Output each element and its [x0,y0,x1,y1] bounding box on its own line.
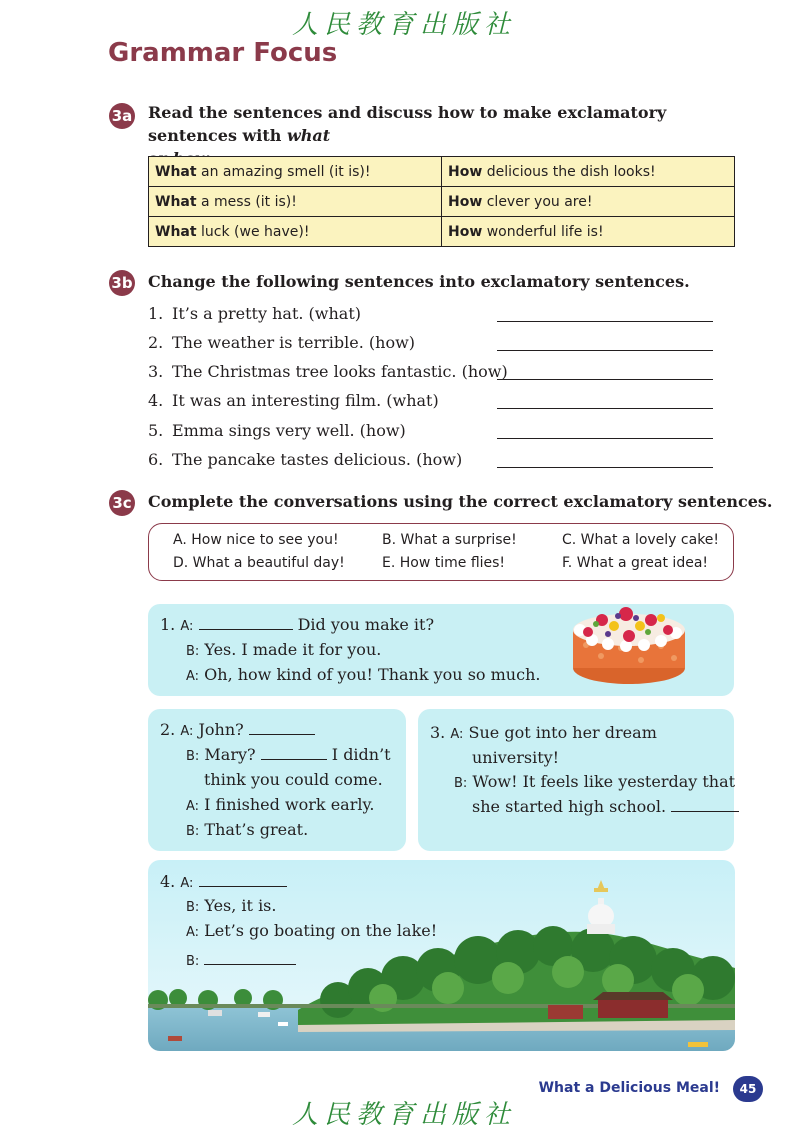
conv4-line1 [160,872,287,891]
conv1-line1 [160,615,434,634]
table-cell [442,157,735,187]
answer-blank[interactable] [199,629,293,630]
answer-line[interactable] [497,467,713,468]
item-number: 5. [148,421,164,440]
dialogue-text: I finished work early. [204,795,375,814]
item-number: 6. [148,450,164,469]
list-item [148,304,361,323]
table-row [149,187,735,217]
item-text: It’s a pretty hat. (what) [172,304,361,323]
speaker-label: A: [180,724,194,739]
cell-text: a mess (it is)! [196,193,297,210]
speaker-label: A: [180,876,194,891]
conv3-line1 [430,723,657,742]
dialogue-text: Yes. I made it for you. [204,640,382,659]
item-number: 2. [148,333,164,352]
cell-text: wonderful life is! [482,223,604,240]
list-item [148,362,508,381]
dialogue-text: Let’s go boating on the lake! [204,921,438,940]
option-f: F. What a great idea! [562,555,709,571]
conv3-line1-cont: university! [472,748,560,767]
item-text: It was an interesting film. (what) [172,391,439,410]
table-cell [149,157,442,187]
conv-number: 2. [160,720,176,739]
exercise-badge-3c: 3c [109,490,135,516]
table-cell [442,187,735,217]
speaker-label: A: [450,727,464,742]
speaker-label: A: [180,619,194,634]
publisher-logo-footer: 人民教育出版社 [292,1100,517,1130]
cell-keyword: What [155,163,197,180]
conv3-line2-cont [472,797,739,816]
speaker-label: B: [186,824,200,839]
list-item [148,450,462,469]
instruction-3a-text: Read the sentences and discuss how to make exclamatory sentences with [148,103,667,145]
list-item [148,421,406,440]
dialogue-text: That’s great. [204,820,309,839]
list-item [148,391,439,410]
cell-text: delicious the dish looks! [482,163,656,180]
conv4-line3 [186,921,437,940]
speaker-label: B: [186,644,200,659]
item-text: Emma sings very well. (how) [172,421,406,440]
option-b: B. What a surprise! [382,532,517,548]
instruction-3c: Complete the conversations using the correct exclamatory sentences. [148,492,773,511]
option-e: E. How time flies! [382,555,506,571]
conv2-line4 [186,820,308,839]
answer-line[interactable] [497,438,713,439]
list-item [148,333,415,352]
conv2-line3 [186,795,374,814]
speaker-label: A: [186,669,200,684]
cell-keyword: What [155,223,197,240]
item-number: 4. [148,391,164,410]
speaker-label: B: [186,900,200,915]
cell-keyword: How [448,193,483,210]
page-number: 45 [733,1076,763,1102]
conv3-line2 [454,772,735,791]
speaker-label: B: [186,954,200,969]
item-text: The Christmas tree looks fantastic. (how) [172,362,508,381]
dialogue-text: John? [198,720,244,739]
item-text: The weather is terrible. (how) [172,333,416,352]
option-d: D. What a beautiful day! [173,555,345,571]
dialogue-text: Wow! It feels like yesterday that [472,772,736,791]
conv1-line2 [186,640,381,659]
answer-line[interactable] [497,350,713,351]
conv1-line3 [186,665,540,684]
instruction-3b: Change the following sentences into exclamatory sentences. [148,272,690,291]
answer-line[interactable] [497,321,713,322]
dialogue-text: Did you make it? [297,615,435,634]
conv2-line2 [186,745,391,764]
options-box [148,523,734,581]
item-number: 3. [148,362,164,381]
speaker-label: A: [186,925,200,940]
conv-number: 4. [160,872,176,891]
cell-keyword: How [448,163,483,180]
item-text: The pancake tastes delicious. (how) [172,450,463,469]
unit-title: What a Delicious Meal! [538,1080,720,1096]
cell-text: clever you are! [482,193,593,210]
speaker-label: B: [454,776,468,791]
cake-image [566,590,692,690]
dialogue-text: she started high school. [472,797,667,816]
speaker-label: B: [186,749,200,764]
cell-keyword: What [155,193,197,210]
table-cell [149,187,442,217]
answer-line[interactable] [497,408,713,409]
dialogue-text: Sue got into her dream [468,723,657,742]
table-cell [442,217,735,247]
conv4-line4 [186,950,296,969]
answer-blank[interactable] [199,886,287,887]
dialogue-text: Mary? [204,745,256,764]
dialogue-text: Yes, it is. [204,896,277,915]
answer-blank[interactable] [249,734,315,735]
answer-blank[interactable] [261,759,327,760]
item-number: 1. [148,304,164,323]
answer-blank[interactable] [671,811,739,812]
answer-blank[interactable] [204,964,296,965]
conv4-line2 [186,896,276,915]
cell-text: an amazing smell (it is)! [196,163,371,180]
conv2-line1 [160,720,315,739]
option-a: A. How nice to see you! [173,532,339,548]
instruction-3a-what: what [286,126,331,145]
exercise-badge-3b: 3b [109,270,135,296]
exercise-badge-3a: 3a [109,103,135,129]
publisher-logo: 人民教育出版社 [292,10,517,40]
conv-number: 3. [430,723,446,742]
conv-number: 1. [160,615,176,634]
cell-keyword: How [448,223,483,240]
section-title: Grammar Focus [108,38,338,68]
answer-line[interactable] [497,379,713,380]
dialogue-text: I didn’t [331,745,391,764]
table-cell [149,217,442,247]
table-row [149,217,735,247]
speaker-label: A: [186,799,200,814]
cell-text: luck (we have)! [196,223,310,240]
dialogue-text: Oh, how kind of you! Thank you so much. [204,665,541,684]
conv2-line2-cont: think you could come. [204,770,383,789]
option-c: C. What a lovely cake! [562,532,720,548]
exclamation-table [148,156,735,247]
table-row [149,157,735,187]
